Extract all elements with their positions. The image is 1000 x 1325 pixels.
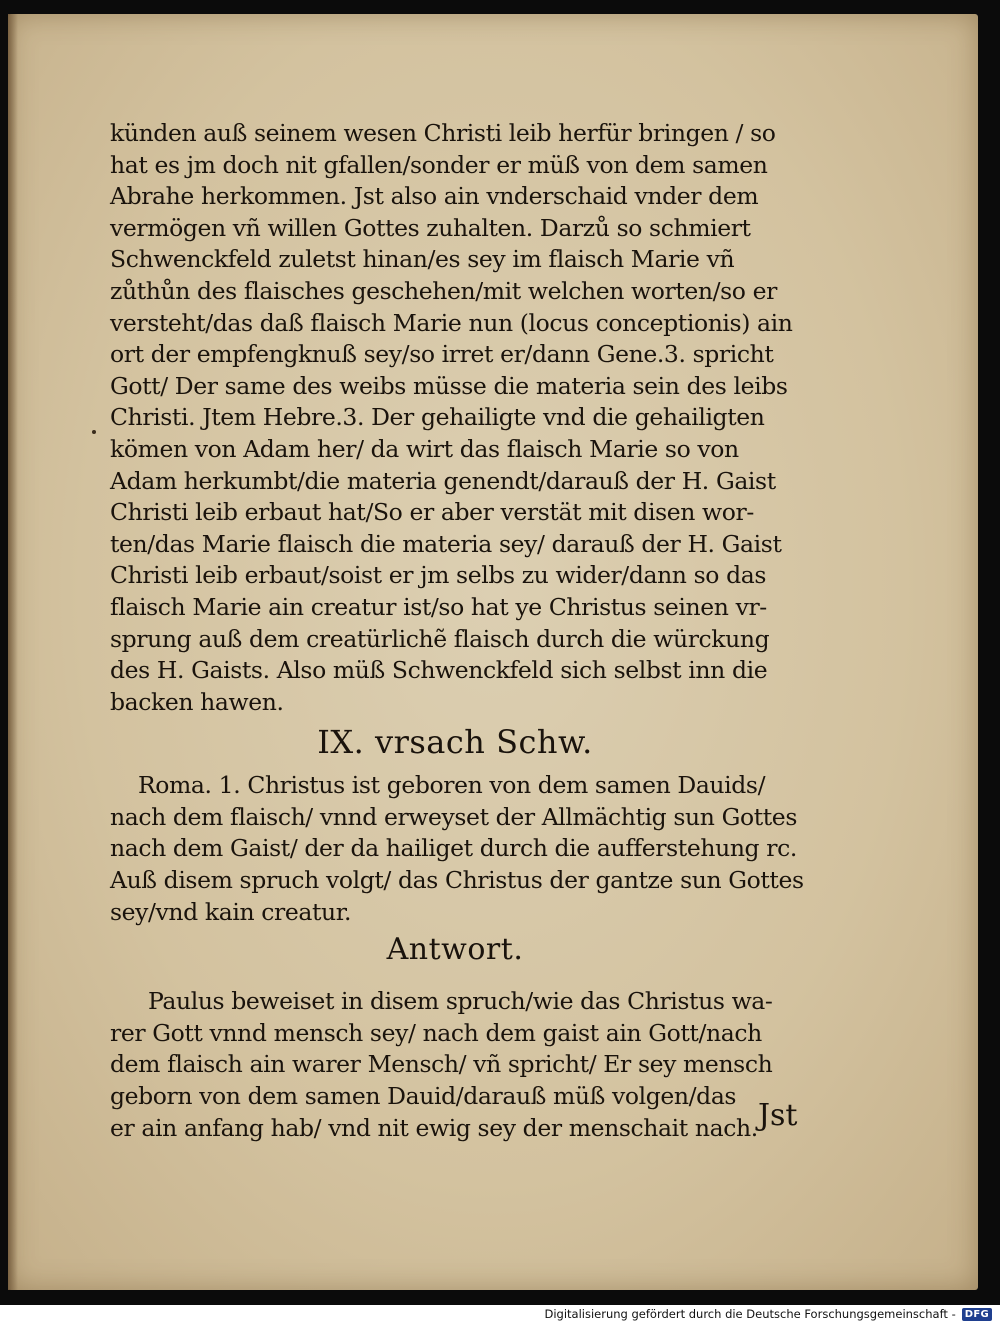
text-line: versteht/das daß flaisch Marie nun (locus conceptionis) ain (110, 308, 793, 337)
text-line: Paulus beweiset in disem spruch/wie das Christus wa- (148, 987, 773, 1016)
footer-credit: Digitalisierung gefördert durch die Deutsche Forschungsgemeinschaft - (544, 1307, 956, 1321)
text-line: geborn von dem samen Dauid/darauß müß volgen/das (110, 1082, 737, 1111)
text-line: Schwenckfeld zuletst hinan/es sey im flaisch Marie vñ (110, 245, 735, 274)
dfg-logo[interactable]: DFG (962, 1308, 992, 1321)
text-line: zůthůn des flaisches geschehen/mit welchen worten/so er (110, 276, 777, 305)
text-line: sey/vnd kain creatur. (110, 897, 352, 926)
text-line: Abrahe herkommen. Jst also ain vnderschaid vnder dem (110, 182, 759, 211)
text-line: Adam herkumbt/die materia genendt/darauß der H. Gaist (110, 466, 776, 495)
margin-mark (92, 430, 96, 434)
text-line: Auß disem spruch volgt/ das Christus der gantze sun Gottes (110, 866, 804, 895)
text-line: er ain anfang hab/ vnd nit ewig sey der menschait nach. (110, 1113, 758, 1142)
page-gutter-shadow (8, 14, 18, 1290)
text-line: Gott/ Der same des weibs müsse die materia sein des leibs (110, 371, 788, 400)
text-line: vermögen vñ willen Gottes zuhalten. Darzů so schmiert (110, 213, 751, 242)
catchword: Jst (758, 1098, 798, 1133)
paragraph-answer (110, 986, 800, 1144)
text-line: kömen von Adam her/ da wirt das flaisch Marie so von (110, 434, 739, 463)
text-line: Roma. 1. Christus ist geboren von dem samen Dauids/ (138, 771, 766, 800)
digitization-footer (544, 1306, 992, 1322)
text-line: künden auß seinem wesen Christi leib herfür bringen / so (110, 119, 776, 147)
section-heading: IX. vrsach Schw. (317, 723, 593, 762)
text-line: sprung auß dem creatürlichẽ flaisch durch die würckung (110, 624, 770, 653)
text-line: Christi leib erbaut/soist er jm selbs zu wider/dann so das (110, 561, 767, 590)
text-line: hat es jm doch nit gfallen/sonder er müß von dem samen (110, 150, 768, 179)
text-line: rer Gott vnnd mensch sey/ nach dem gaist ain Gott/nach (110, 1018, 762, 1047)
answer-heading: Antwort. (386, 932, 524, 968)
text-line: flaisch Marie ain creatur ist/so hat ye Christus seinen vr- (110, 592, 767, 621)
paragraph-main (110, 118, 800, 718)
page-text (110, 118, 804, 1144)
text-line: Christi. Jtem Hebre.3. Der gehailigte vnd die gehailigten (110, 403, 765, 432)
text-line: nach dem flaisch/ vnnd erweyset der Allmächtig sun Gottes (110, 802, 797, 831)
text-line: backen hawen. (110, 687, 284, 716)
text-line: nach dem Gaist/ der da hailiget durch die aufferstehung rc. (110, 834, 797, 863)
paragraph-argument (110, 770, 804, 928)
text-line: dem flaisch ain warer Mensch/ vñ spricht/ Er sey mensch (110, 1050, 773, 1079)
text-line: ten/das Marie flaisch die materia sey/ darauß der H. Gaist (110, 529, 782, 558)
text-line: ort der empfengknuß sey/so irret er/dann Gene.3. spricht (110, 340, 774, 369)
text-line: Christi leib erbaut hat/So er aber verstät mit disen wor- (110, 498, 754, 527)
text-line: des H. Gaists. Also müß Schwenckfeld sich selbst inn die (110, 656, 768, 685)
